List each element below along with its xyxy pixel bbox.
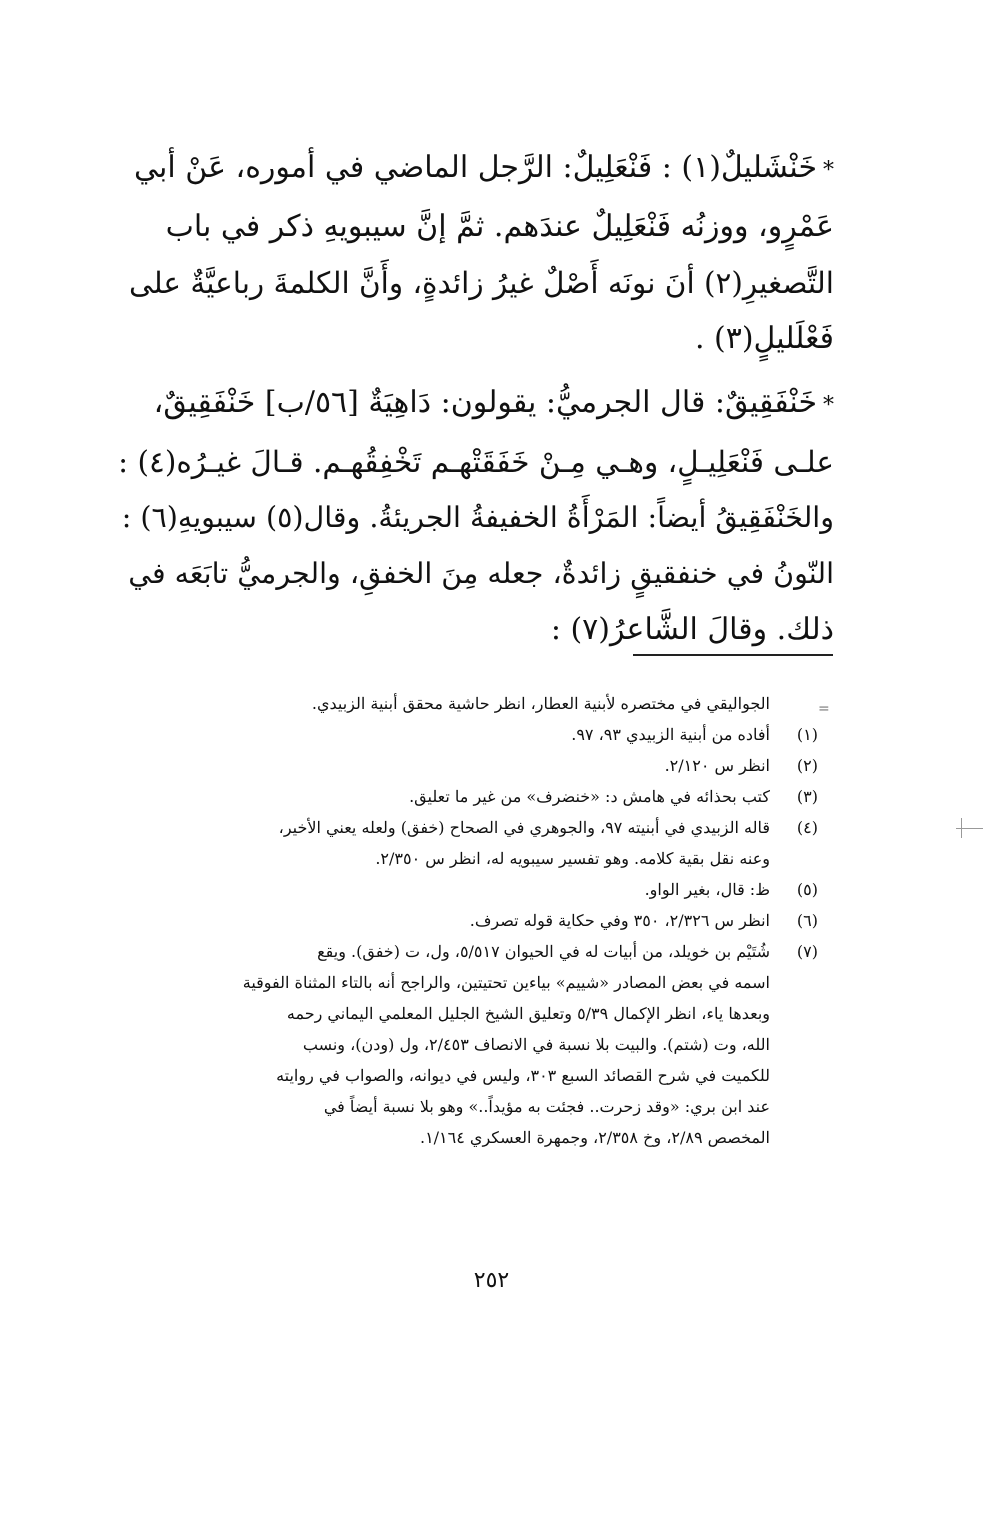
footnotes <box>118 688 818 1153</box>
footnote-text: شُتَيْم بن خويلد، من أبيات له في الحيوان ٥/٥١٧، ول، ت (خفق). ويقع <box>317 942 770 961</box>
footnote-text: قاله الزبيدي في أبنيته ٩٧، والجوهري في الصحاح (خفق) ولعله يعني الأخير، <box>278 818 770 837</box>
text-line: والخَنْفَقِيقُ أيضاً: المَرْأَةُ الخفيفةُ الجريئةُ. وقال(٥) سيبويهِ(٦) : <box>121 501 834 534</box>
text-line: التَّصغيرِ(٢) أنَ نونَه أَصْلٌ غيرُ زائدةٍ، وأَنَّ الكلمةَ رباعيَّةٌ على <box>129 266 834 300</box>
text-line: علـى فَنْعَلِيـلٍ، وهـي مِـنْ خَفَقَتْهـم تَخْفِقُهـم. قـالَ غيـرُه(٤) : <box>118 445 834 479</box>
footnote-text: ظ: قال، بغير الواو. <box>644 880 770 899</box>
footnote-text: أفاده من أبنية الزبيدي ٩٣، ٩٧. <box>571 725 770 744</box>
footnote-text: وبعدها ياء، انظر الإكمال ٥/٣٩ وتعليق الشيخ الجليل المعلمي اليماني رحمه <box>286 1004 770 1023</box>
text-line: عَمْرٍو، ووزنُه فَنْعَلِيلٌ عندَهم. ثمَّ إنَّ سيبويهِ ذكر في باب <box>165 209 834 244</box>
footnote-text: المخصص ٢/٨٩، وخ ٢/٣٥٨، وجمهرة العسكري ١/١٦٤. <box>419 1128 770 1147</box>
text-line: ذلك. وقالَ الشَّاعرُ(٧) : <box>550 612 834 647</box>
entry-khanshalil <box>118 140 834 367</box>
footnote-text: كتب بحذائه في هامش د: «خنضرف» من غير ما تعليق. <box>409 787 770 806</box>
text-line: فَعْلَليلٍ(٣) . <box>694 321 834 356</box>
footnote-number: (٥) <box>796 880 818 899</box>
footnote-number: (٦) <box>796 911 818 930</box>
footnote-number: (٧) <box>796 942 818 961</box>
page-number: ٢٥٢ <box>473 1268 510 1293</box>
footnote-text: انظر س ٢/١٢٠. <box>664 756 770 775</box>
footnote-text: وعنه نقل بقية كلامه. وهو تفسير سيبويه له، انظر س ٢/٣٥٠. <box>375 849 770 868</box>
entry-marker: * <box>823 393 834 418</box>
line-text: خَنْشَليلٌ(١) : فَنْعَلِيلٌ: الرَّجل الماضي في أموره، عَنْ أبي <box>134 150 817 185</box>
footnote-7 <box>118 936 818 1153</box>
main-text <box>118 140 834 658</box>
binding-tick <box>961 818 962 838</box>
footnote-number: (١) <box>796 725 818 744</box>
footnote-3 <box>118 781 818 812</box>
footnote-number: (٣) <box>796 787 818 806</box>
line-text: خَنْفَقِيقٌ: قال الجرميُّ: يقولون: دَاهِيَةٌ [٥٦/ب] خَنْفَقِيقٌ، <box>153 385 817 420</box>
footnote-6 <box>118 905 818 936</box>
text-line: النّونُ في خنفقيقٍ زائدةٌ، جعله مِنَ الخفقِ، والجرميُّ تابَعَه في <box>128 557 834 590</box>
footnote-5 <box>118 874 818 905</box>
footnote-1 <box>118 719 818 750</box>
footnote-text: عند ابن بري: «وقد زحرت.. فجئت به مؤيداً..» وهو بلا نسبة أيضاً في <box>323 1097 770 1116</box>
footnote-text: انظر س ٢/٣٢٦، ٣٥٠ وفي حكاية قوله تصرف. <box>469 911 770 930</box>
footnote-4 <box>118 812 818 874</box>
entry-marker: * <box>823 158 834 183</box>
footnote-separator <box>633 654 833 656</box>
footnote-text: اسمه في بعض المصادر «شييم» بياءين تحتيتين، والراجح أنه بالتاء المثناة الفوقية <box>242 973 770 992</box>
continuation-mark: = <box>818 701 830 717</box>
footnote-number: (٢) <box>796 756 818 775</box>
text-line <box>118 375 834 434</box>
footnote-continuation: الجواليقي في مختصره لأبنية العطار، انظر حاشية محقق أبنية الزبيدي. <box>311 694 770 713</box>
footnote-number: (٤) <box>796 818 818 837</box>
footnote-text: الله، وت (شتم). والبيت بلا نسبة في الانصاف ٢/٤٥٣، ول (ودن)، ونسب <box>302 1035 770 1054</box>
entry-khanfaqiq <box>118 375 834 658</box>
text-line <box>118 140 834 199</box>
footnote-2 <box>118 750 818 781</box>
footnote-text: للكميت في شرح القصائد السبع ٣٠٣، وليس في ديوانه، والصواب في روايته <box>276 1066 770 1085</box>
